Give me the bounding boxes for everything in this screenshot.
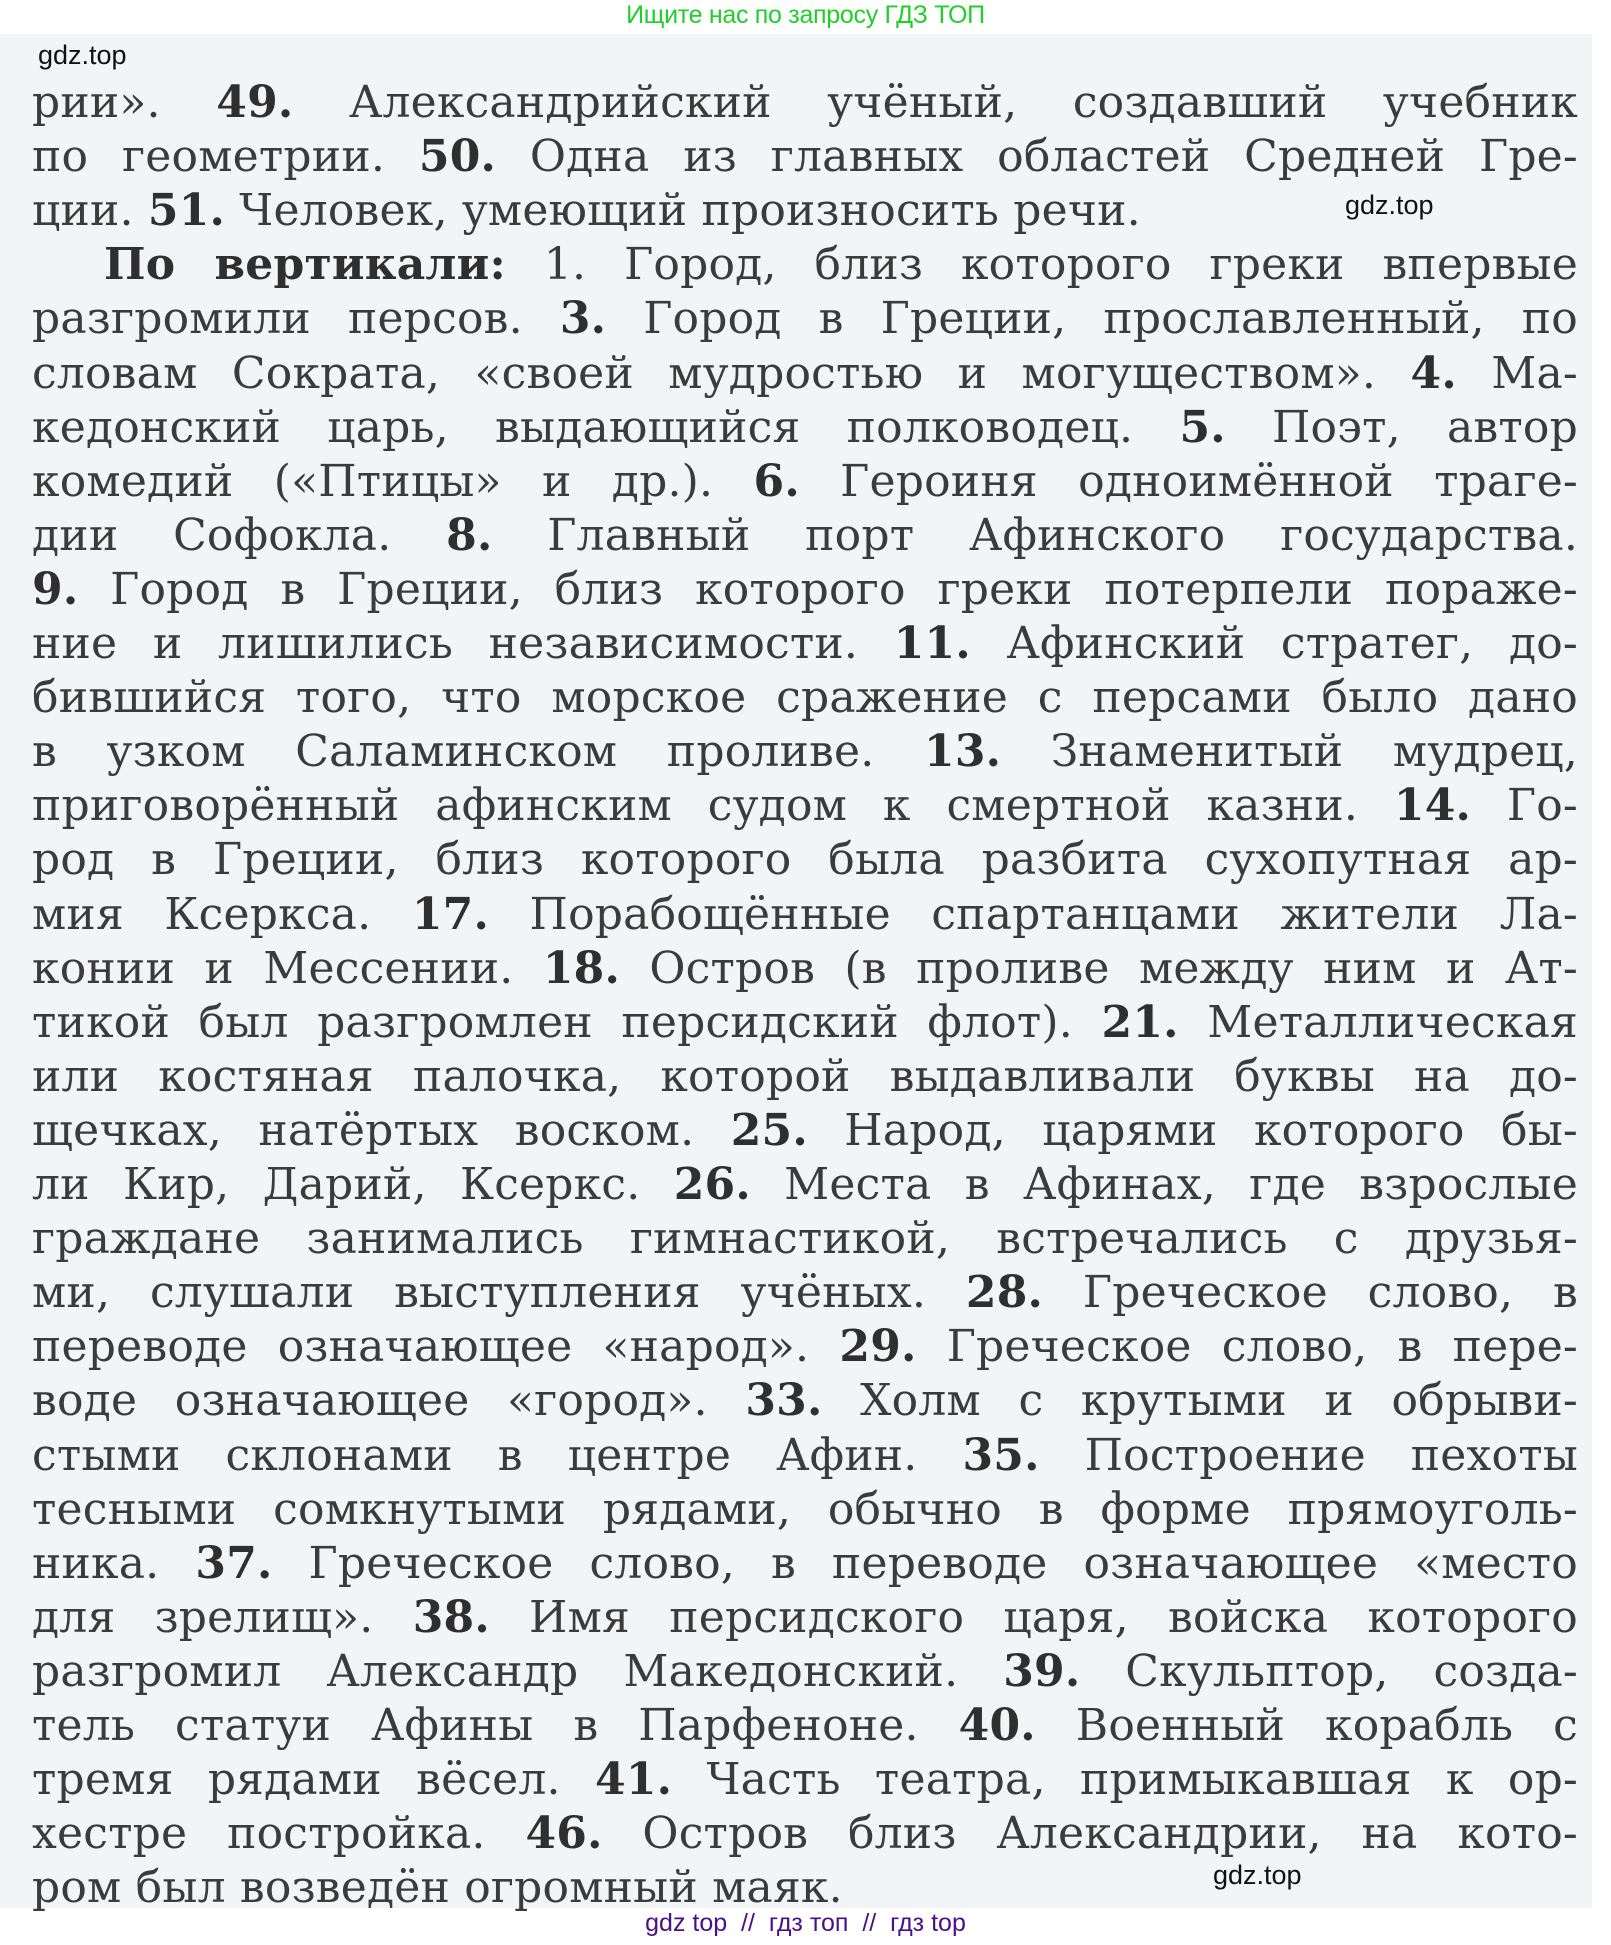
watermark: gdz.top	[38, 40, 127, 70]
clue-text: Народ, царями которого бы-	[807, 1104, 1578, 1156]
clue-text: Героиня одноимённой траге-	[799, 455, 1578, 507]
text-line	[32, 1537, 1578, 1591]
clue-number: 49.	[216, 77, 294, 128]
clue-text: ника.	[32, 1537, 196, 1589]
clue-text: Греческое слово, в пере-	[916, 1321, 1579, 1373]
text-line	[32, 563, 1578, 617]
text-line	[32, 292, 1578, 346]
clue-number: 17.	[411, 888, 489, 940]
clue-text: Часть театра, примыкавшая к ор-	[672, 1754, 1578, 1806]
clue-text: бившийся того, что морское сражение с персами было дано	[32, 672, 1578, 724]
clue-text: или костяная палочка, которой выдавливали буквы на до-	[32, 1050, 1578, 1102]
clue-number: 41.	[595, 1754, 673, 1806]
clue-text: Скульптор, созда-	[1080, 1645, 1578, 1697]
text-line	[32, 455, 1578, 509]
clue-number: 8.	[446, 509, 493, 561]
clue-text: Город в Греции, близ которого греки потерпели пораже-	[78, 563, 1578, 615]
clue-text: тикой был разгромлен персидский флот).	[32, 996, 1102, 1048]
clue-text: 1. Город, близ которого греки впервые	[505, 239, 1578, 291]
watermark: gdz.top	[1213, 1860, 1302, 1890]
clue-number: 18.	[542, 942, 620, 994]
clue-text: конии и Мессении.	[32, 942, 543, 994]
text-line	[32, 347, 1578, 401]
clue-text: стыми склонами в центре Афин.	[32, 1429, 963, 1481]
clue-text: хестре постройка.	[32, 1808, 526, 1860]
text-line	[32, 671, 1578, 725]
clue-text: переводе означающее «народ».	[32, 1321, 840, 1373]
text-line	[32, 1158, 1578, 1212]
clue-text: Металлическая	[1178, 996, 1578, 1048]
clue-number: 29.	[839, 1321, 917, 1373]
text-line	[32, 888, 1578, 942]
clue-text: Александрийский учёный, создавший учебник	[293, 77, 1578, 128]
clue-number: 4.	[1410, 347, 1457, 399]
clue-text: кедонский царь, выдающийся полководец.	[32, 401, 1180, 453]
clue-text: Афинский стратег, до-	[970, 618, 1578, 669]
clue-text: Го-	[1471, 780, 1578, 832]
clue-text: щечках, натёртых воском.	[32, 1104, 731, 1156]
clue-text: тесными сомкнутыми рядами, обычно в форме прямоуголь-	[32, 1483, 1578, 1535]
clue-text: Греческое слово, в переводе означающее «место	[272, 1537, 1578, 1589]
clue-number: 51.	[147, 185, 226, 237]
clue-text: разгромил Александр Македонский.	[32, 1645, 1004, 1697]
clue-text: для зрелищ».	[32, 1591, 413, 1643]
clue-number: 14.	[1393, 780, 1472, 832]
clue-text: ли Кир, Дарий, Ксеркс.	[32, 1159, 674, 1210]
text-line	[32, 238, 1578, 292]
clue-number: 6.	[753, 455, 800, 507]
clue-number: 50.	[418, 131, 497, 183]
clue-text: ром был возведён огромный маяк.	[32, 1862, 843, 1914]
text-line	[32, 1104, 1578, 1158]
clue-text: Холм с крутыми и обрыви-	[822, 1375, 1578, 1427]
text-line	[32, 779, 1578, 833]
clue-number: 35.	[962, 1429, 1040, 1481]
text-line	[32, 1807, 1578, 1861]
watermark: gdz.top	[1345, 190, 1434, 220]
clue-text: Имя персидского царя, войска которого	[489, 1591, 1579, 1643]
clue-text: Военный корабль с	[1035, 1700, 1578, 1751]
clue-text: тель статуи Афины в Парфеноне.	[32, 1700, 959, 1751]
clue-text: рии».	[32, 77, 217, 128]
clue-text: Греческое слово, в	[1043, 1267, 1578, 1319]
text-line	[32, 617, 1578, 671]
text-line	[32, 725, 1578, 779]
clue-text: словам Сократа, «своей мудростью и могуществом».	[32, 347, 1411, 399]
text-line	[32, 1483, 1578, 1537]
clue-text: по геометрии.	[32, 131, 419, 183]
clue-text: комедий («Птицы» и др.).	[32, 455, 754, 507]
clue-text: ние и лишились независимости.	[32, 618, 894, 669]
clue-text: ции.	[32, 185, 148, 237]
clue-text: род в Греции, близ которого была разбита сухопутная ар-	[32, 834, 1578, 886]
clue-number: 40.	[958, 1700, 1036, 1751]
clue-number: 28.	[965, 1267, 1044, 1319]
clue-text: Человек, умеющий произносить речи.	[225, 185, 1141, 237]
clue-text: Места в Афинах, где взрослые	[750, 1159, 1578, 1210]
text-line	[32, 1429, 1578, 1483]
clue-number: 38.	[412, 1591, 490, 1643]
text-line	[32, 996, 1578, 1050]
clue-number: 21.	[1101, 996, 1179, 1048]
clue-text: Поэт, автор	[1225, 401, 1578, 453]
clue-text: воде означающее «город».	[32, 1375, 746, 1427]
clue-text: Остров (в проливе между ним и Ат-	[619, 942, 1578, 994]
clue-number: По вертикали:	[104, 239, 506, 291]
clue-text: Ма-	[1456, 347, 1578, 399]
text-line	[32, 1753, 1578, 1807]
clue-number: 37.	[195, 1537, 273, 1589]
clue-text: граждане занимались гимнастикой, встречались с друзья-	[32, 1213, 1578, 1265]
clue-number: 11.	[893, 618, 971, 669]
clue-text: разгромили персов.	[32, 293, 560, 345]
scanned-page	[0, 34, 1592, 1914]
text-line	[32, 942, 1578, 996]
clue-number: 25.	[730, 1104, 808, 1156]
clue-number: 9.	[32, 563, 79, 615]
text-line	[32, 1320, 1578, 1374]
clue-number: 39.	[1003, 1645, 1081, 1697]
clue-text: Одна из главных областей Средней Гре-	[496, 131, 1578, 183]
text-line	[32, 833, 1578, 887]
text-line	[32, 1050, 1578, 1104]
clue-number: 26.	[673, 1159, 751, 1210]
text-line	[32, 401, 1578, 455]
text-line	[32, 76, 1578, 130]
text-line	[32, 1861, 1578, 1915]
clue-text: Город в Греции, прославленный, по	[606, 293, 1578, 345]
text-line	[32, 1374, 1578, 1428]
clue-number: 46.	[525, 1808, 603, 1860]
text-line	[32, 1266, 1578, 1320]
footer-watermark[interactable]: gdz top // гдз топ // гдз top	[645, 1909, 966, 1937]
clue-text: в узком Саламинском проливе.	[32, 726, 925, 778]
clue-text: Остров близ Александрии, на кото-	[602, 1808, 1579, 1860]
clue-number: 5.	[1179, 401, 1226, 453]
clue-text: приговорённый афинским судом к смертной казни.	[32, 780, 1394, 832]
clue-text: Построение пехоты	[1039, 1429, 1578, 1481]
clue-text: тремя рядами вёсел.	[32, 1754, 596, 1806]
text-line	[32, 1591, 1578, 1645]
text-line	[32, 509, 1578, 563]
clue-number: 13.	[924, 726, 1002, 778]
clue-text: ми, слушали выступления учёных.	[32, 1267, 966, 1319]
clue-text: Знаменитый мудрец,	[1001, 726, 1578, 778]
clue-text: Главный порт Афинского государства.	[492, 509, 1579, 561]
clue-text: Порабощённые спартанцами жители Ла-	[488, 888, 1578, 940]
text-line	[32, 1645, 1578, 1699]
search-banner[interactable]: Ищите нас по запросу ГДЗ ТОП	[626, 1, 985, 29]
clue-text: дии Софокла.	[32, 509, 447, 561]
clue-text: мия Ксеркса.	[32, 888, 412, 940]
clue-number: 33.	[745, 1375, 823, 1427]
text-line	[32, 130, 1578, 184]
text-line	[32, 1212, 1578, 1266]
text-line	[32, 1699, 1578, 1753]
clue-number: 3.	[559, 293, 607, 345]
